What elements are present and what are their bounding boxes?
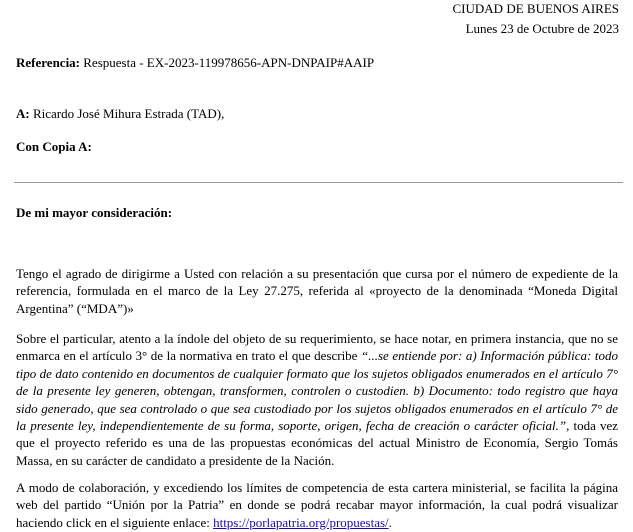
- reference-value: Respuesta - EX-2023-119978656-APN-DNPAIP#AAIP: [83, 55, 375, 70]
- greeting: De mi mayor consideración:: [16, 205, 173, 220]
- paragraph-2-end: , toda vez que el proyecto referido es una de las propuestas económicas del actual Ministro de Economía, Sergio Tomás Massa, en su carácter de candidato a presidente de la Nación.: [16, 418, 619, 468]
- header-city: CIUDAD DE BUENOS AIRES: [452, 1, 619, 16]
- header-date: Lunes 23 de Octubre de 2023: [465, 21, 619, 36]
- paragraph-1: Tengo el agrado de dirigirme a Usted con relación a su presentación que cursa por el número de expediente de la referencia, formulada en el marco de la Ley 27.275, referida al «proyecto de la denominada “Moneda Digital Argentina” (“MDA”)»: [16, 266, 618, 316]
- recipient-label: A:: [16, 106, 30, 121]
- reference-line: [16, 55, 374, 71]
- divider: [14, 182, 623, 183]
- paragraph-3-start: A modo de colaboración, y excediendo los límites de competencia de esta cartera ministerial, se facilita la página web del partido “Unión por la Patria” en donde se podrá recabar mayor información, la cual podrá visualizar haciendo click en el siguiente enlace:: [16, 480, 618, 530]
- copy-line: [16, 139, 92, 155]
- reference-label: Referencia:: [16, 55, 81, 70]
- paragraph-3-end: .: [388, 514, 392, 530]
- paragraph-2-quote: “...se entiende por: a) Información pública: todo tipo de dato contenido en documentos de cualquier formato que los sujetos obligados enumerados en el artículo 7° de la presente ley generen, obtengan, transformen, controlen o custodien. b) Documento: todo registro que haya sido generado, que sea controlado o que sea custodiado por los sujetos obligados enumerados en el artículo 7° de la presente ley, independientemente de su forma, soporte, origen, fecha de creación o carácter oficial.”: [16, 348, 618, 434]
- recipient-value: Ricardo José Mihura Estrada (TAD),: [32, 106, 225, 121]
- copy-label: Con Copia A:: [16, 139, 92, 154]
- paragraph-2: [16, 330, 618, 469]
- paragraph-3: [16, 479, 618, 531]
- paragraph-2-start: Sobre el particular, atento a la índole del objeto de su requerimiento, se hace notar, en primera instancia, que no se enmarca en el artículo 3° de la normativa en trato el que describe: [16, 331, 618, 364]
- propuestas-link[interactable]: https://porlapatria.org/propuestas/: [213, 514, 389, 530]
- recipient-line: [16, 106, 224, 122]
